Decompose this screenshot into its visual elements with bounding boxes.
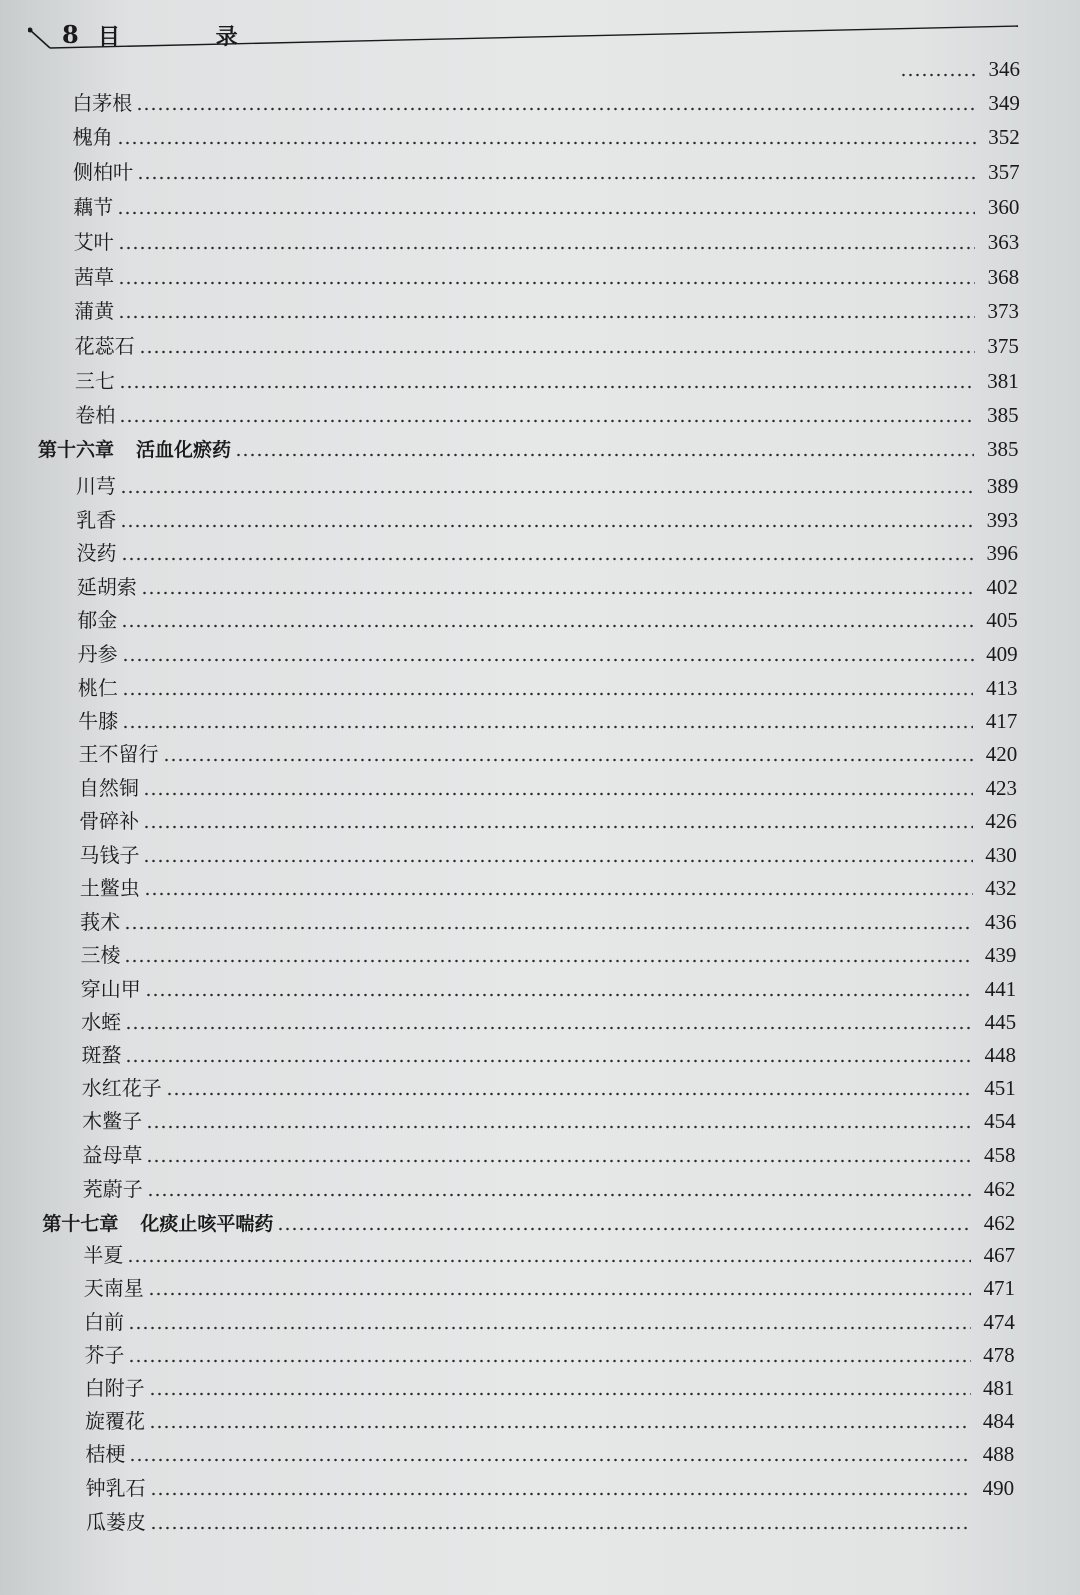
- toc-entry-row: [84, 1338, 1014, 1368]
- entry-label: 马钱子: [79, 843, 140, 867]
- entry-label: 桔梗: [85, 1442, 126, 1466]
- dot-leader: [900, 73, 976, 77]
- entry-label: 丹参: [77, 642, 118, 666]
- toc-entry-row: [81, 972, 1016, 1002]
- entry-label: 三七: [74, 369, 115, 393]
- toc-entry-row: [79, 771, 1017, 801]
- chapter-number: 第十六章: [38, 439, 115, 461]
- entry-page-number: 458: [984, 1143, 1016, 1167]
- toc-entry-row: [74, 225, 1020, 255]
- dot-leader: [143, 859, 972, 863]
- entry-page-number: 484: [982, 1409, 1015, 1433]
- entry-label: 郁金: [77, 608, 118, 632]
- dot-leader: [144, 892, 973, 896]
- toc-entry-row: [79, 804, 1017, 834]
- entry-label: 花蕊石: [74, 334, 135, 358]
- dot-leader: [143, 792, 973, 796]
- dot-leader: [128, 1326, 971, 1330]
- entry-page-number: 439: [984, 943, 1017, 967]
- dot-leader: [136, 107, 976, 111]
- entry-label: 益母草: [82, 1143, 143, 1167]
- dot-leader: [149, 1425, 970, 1429]
- dot-leader: [145, 993, 972, 997]
- toc-entry-row: [81, 1038, 1016, 1068]
- entry-page-number: 430: [985, 843, 1017, 867]
- toc-entry-row: [73, 155, 1020, 185]
- toc-entry-row: [80, 905, 1016, 935]
- entry-page-number: 381: [987, 369, 1019, 393]
- dot-leader: [118, 246, 976, 250]
- entry-page-number: 352: [988, 125, 1020, 149]
- entry-label: 半夏: [83, 1243, 124, 1267]
- dot-leader: [277, 1227, 971, 1231]
- entry-page-number: 363: [987, 230, 1020, 254]
- entry-page-number: 393: [986, 508, 1019, 532]
- entry-label: 莪术: [80, 910, 121, 934]
- chapter-title: 活血化瘀药: [136, 439, 232, 461]
- dot-leader: [149, 1392, 971, 1396]
- entry-label: 藕节: [73, 195, 114, 219]
- toc-entry-row: [83, 1172, 1016, 1202]
- entry-label: 蒲黄: [74, 299, 115, 323]
- toc-entry-row: [77, 570, 1018, 600]
- entry-label: 白茅根: [72, 91, 133, 115]
- dot-leader: [128, 1359, 970, 1363]
- chapter-heading: [42, 1209, 277, 1236]
- entry-label: 延胡索: [76, 575, 137, 599]
- entry-page-number: 405: [986, 608, 1018, 632]
- entry-page-number: 481: [983, 1376, 1015, 1400]
- entry-label: 桃仁: [77, 676, 118, 700]
- entry-label: 斑蝥: [81, 1043, 122, 1067]
- dot-leader: [122, 658, 974, 662]
- toc-entry-row: [82, 1104, 1016, 1134]
- dot-leader: [124, 959, 972, 963]
- toc-entry-row: [82, 1138, 1015, 1168]
- entry-page-number: 454: [984, 1109, 1016, 1133]
- toc-entry-row: [85, 1371, 1015, 1401]
- dot-leader: [141, 591, 974, 595]
- dot-leader: [147, 1193, 972, 1197]
- dot-leader: [150, 1492, 970, 1496]
- entry-label: 水红花子: [81, 1076, 162, 1100]
- dot-leader: [143, 825, 973, 829]
- toc-entry-row: [78, 704, 1017, 734]
- entry-page-number: 417: [985, 709, 1018, 733]
- entry-label: 骨碎补: [79, 809, 140, 833]
- dot-leader: [146, 1125, 972, 1129]
- toc-entry-row: [86, 1505, 1014, 1535]
- dot-leader: [119, 419, 974, 423]
- header-title: 目 录: [98, 25, 282, 50]
- dot-leader: [137, 176, 976, 180]
- entry-page-number: 420: [985, 742, 1018, 766]
- entry-label: 水蛭: [81, 1010, 122, 1034]
- entry-label: 茜草: [73, 265, 114, 289]
- dot-leader: [150, 1526, 970, 1530]
- entry-page-number: 432: [985, 876, 1017, 900]
- entry-page-number: 360: [987, 195, 1020, 219]
- entry-label: 侧柏叶: [72, 160, 133, 184]
- chapter-title: 化痰止咳平喘药: [140, 1213, 274, 1235]
- chapter-number: 第十七章: [42, 1213, 119, 1235]
- toc-chapter-row: [42, 1206, 1015, 1236]
- toc-entry-row: [81, 1005, 1016, 1035]
- dot-leader: [121, 557, 974, 561]
- entry-page-number: 389: [986, 474, 1019, 498]
- entry-page-number: 474: [983, 1310, 1015, 1334]
- dot-leader: [120, 524, 974, 528]
- toc-entry-row: [80, 871, 1017, 901]
- dot-leader: [117, 211, 975, 215]
- entry-page-number: 349: [988, 91, 1020, 115]
- chapter-heading: [38, 435, 235, 462]
- entry-page-number: 373: [987, 299, 1019, 323]
- toc-entry-row: [75, 329, 1019, 359]
- toc-entry-row: [76, 503, 1018, 533]
- entry-page-number: 375: [987, 334, 1019, 358]
- entry-page-number: 426: [985, 809, 1017, 833]
- toc-entry-row: [78, 671, 1018, 701]
- entry-label: 牛膝: [78, 709, 119, 733]
- entry-label: 木鳖子: [82, 1109, 143, 1133]
- dot-leader: [163, 758, 974, 762]
- dot-leader: [124, 926, 972, 930]
- entry-label: 土鳖虫: [79, 876, 140, 900]
- toc-entry-row: [85, 1437, 1014, 1467]
- entry-label: 自然铜: [78, 776, 139, 800]
- toc-entry-row: [73, 120, 1020, 150]
- toc-continuation-row: [900, 52, 1020, 82]
- entry-page-number: 436: [984, 910, 1017, 934]
- entry-label: 白附子: [84, 1376, 145, 1400]
- entry-page-number: 490: [982, 1476, 1015, 1500]
- dot-leader: [120, 490, 974, 494]
- entry-page-number: 478: [983, 1343, 1015, 1367]
- dot-leader: [119, 385, 975, 389]
- entry-page-number: 467: [983, 1243, 1016, 1267]
- dot-leader: [139, 350, 975, 354]
- toc-entry-row: [82, 1071, 1016, 1101]
- toc-entry-row: [85, 1404, 1014, 1434]
- toc-entry-row: [84, 1271, 1015, 1301]
- dot-leader: [122, 725, 973, 729]
- toc-entry-row: [77, 536, 1018, 566]
- entry-label: 茺蔚子: [82, 1177, 143, 1201]
- toc-entry-row: [79, 838, 1016, 868]
- entry-label: 天南星: [83, 1276, 144, 1300]
- entry-label: 王不留行: [78, 742, 159, 766]
- entry-label: 穿山甲: [80, 977, 141, 1001]
- entry-page-number: 385: [986, 437, 1019, 461]
- toc-entry-row: [73, 190, 1019, 220]
- entry-label: 没药: [76, 541, 117, 565]
- dot-leader: [125, 1026, 972, 1030]
- entry-page-number: 445: [984, 1010, 1017, 1034]
- dot-leader: [235, 453, 974, 457]
- dot-leader: [118, 281, 975, 285]
- entry-page-number: 346: [988, 57, 1020, 81]
- toc-chapter-row: [38, 432, 1018, 462]
- dot-leader: [118, 315, 975, 319]
- entry-page-number: 385: [987, 403, 1019, 427]
- entry-page-number: 448: [984, 1043, 1016, 1067]
- entry-page-number: 441: [984, 977, 1017, 1001]
- dot-leader: [122, 692, 974, 696]
- dot-leader: [117, 141, 976, 145]
- entry-label: 白前: [84, 1310, 125, 1334]
- toc-entry-row: [86, 1471, 1014, 1501]
- entry-label: 瓜蒌皮: [86, 1510, 146, 1534]
- dot-leader: [146, 1159, 971, 1163]
- entry-page-number: 413: [985, 676, 1018, 700]
- entry-page-number: 471: [983, 1276, 1015, 1300]
- entry-page-number: 396: [986, 541, 1019, 565]
- entry-page-number: 451: [984, 1076, 1016, 1100]
- toc-entry-row: [76, 469, 1018, 499]
- toc-entry-row: [74, 294, 1019, 324]
- entry-page-number: 462: [983, 1177, 1016, 1201]
- toc-entry-row: [83, 1238, 1015, 1268]
- dot-leader: [166, 1092, 972, 1096]
- dot-leader: [129, 1458, 970, 1462]
- dot-leader: [127, 1259, 971, 1263]
- entry-page-number: 409: [986, 642, 1018, 666]
- dot-leader: [148, 1292, 971, 1296]
- toc-entry-row: [75, 398, 1018, 428]
- toc-entry-row: [77, 603, 1018, 633]
- dot-leader: [121, 624, 974, 628]
- entry-label: 卷柏: [75, 403, 116, 427]
- entry-label: 槐角: [72, 125, 113, 149]
- entry-page-number: 462: [983, 1211, 1016, 1235]
- entry-label: 川芎: [75, 474, 116, 498]
- entry-label: 钟乳石: [85, 1476, 146, 1500]
- entry-page-number: 423: [985, 776, 1018, 800]
- toc-entry-row: [80, 938, 1016, 968]
- entry-label: 艾叶: [73, 230, 114, 254]
- dot-leader: [125, 1059, 972, 1063]
- entry-label: 芥子: [84, 1343, 125, 1367]
- entry-page-number: 368: [987, 265, 1020, 289]
- entry-label: 乳香: [76, 508, 117, 532]
- entry-label: 旋覆花: [85, 1409, 146, 1433]
- entry-label: 三棱: [80, 943, 121, 967]
- toc-entry-row: [72, 86, 1020, 116]
- toc-entry-row: [75, 364, 1019, 394]
- toc-entry-row: [84, 1305, 1015, 1335]
- toc-entry-row: [78, 637, 1018, 667]
- entry-page-number: 488: [982, 1442, 1015, 1466]
- toc-entry-row: [79, 737, 1018, 767]
- toc-entry-row: [74, 260, 1019, 290]
- page-number: 8: [62, 20, 79, 49]
- entry-page-number: 402: [986, 575, 1018, 599]
- entry-page-number: 357: [988, 160, 1020, 184]
